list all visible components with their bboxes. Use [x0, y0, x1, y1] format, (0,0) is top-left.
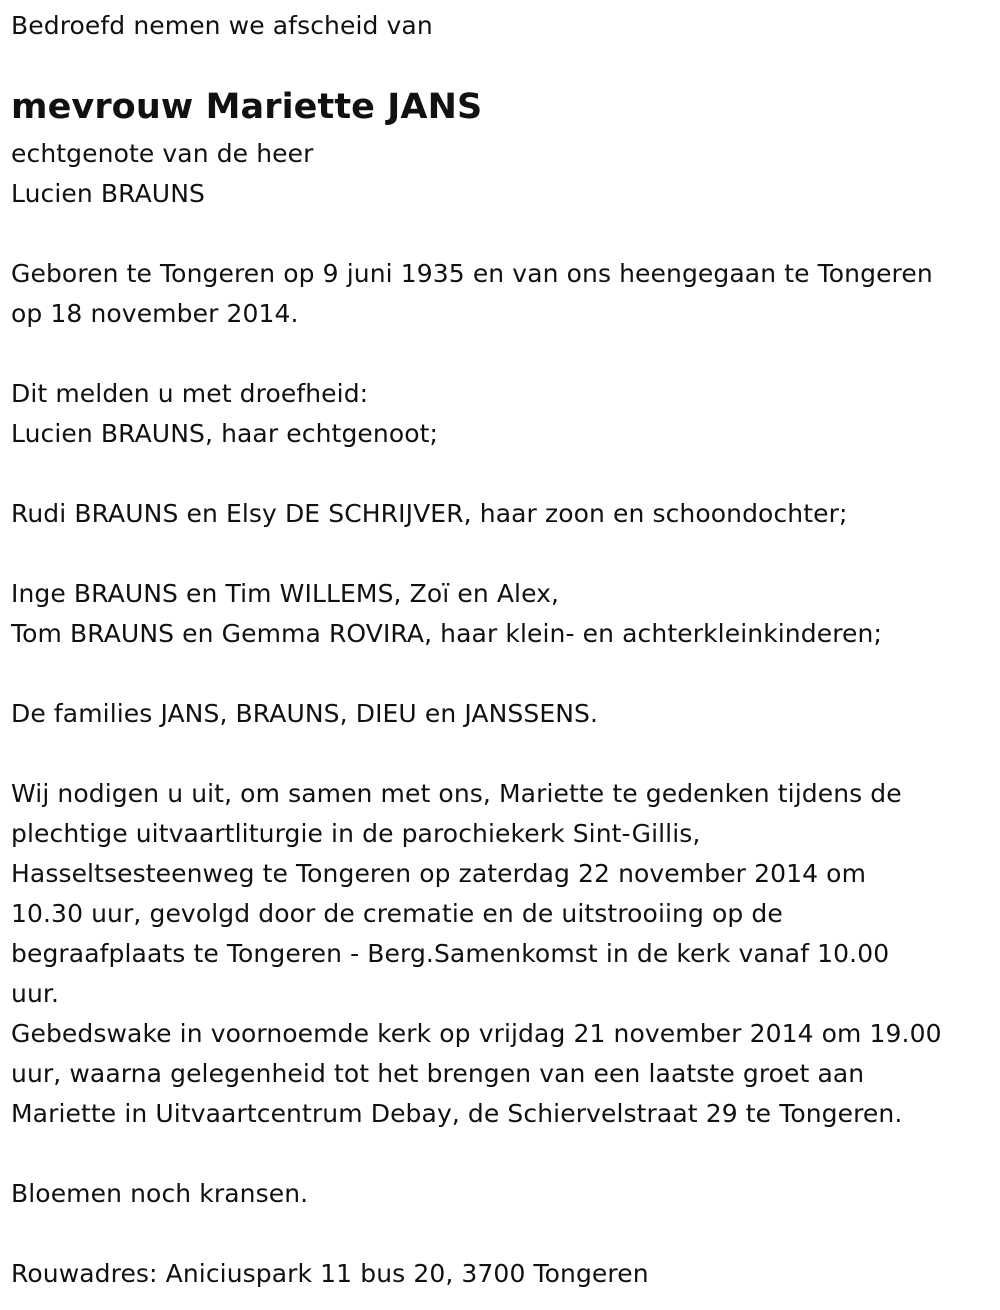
ceremony-line: uur.: [11, 979, 60, 1008]
ceremony-line: Wij nodigen u uit, om samen met ons, Mariette te gedenken tijdens de: [11, 779, 902, 808]
mourning-address: Rouwadres: Aniciuspark 11 bus 20, 3700 Tongeren: [11, 1259, 649, 1288]
family-grandchildren: Inge BRAUNS en Tim WILLEMS, Zoï en Alex,: [11, 579, 560, 608]
flowers-note: Bloemen noch kransen.: [11, 1179, 309, 1208]
ceremony-line: begraafplaats te Tongeren - Berg.Samenkomst in de kerk vanaf 10.00: [11, 939, 890, 968]
spouse-name: Lucien BRAUNS: [11, 179, 205, 208]
ceremony-line: 10.30 uur, gevolgd door de crematie en de uitstrooiing op de: [11, 899, 783, 928]
birth-death-line: op 18 november 2014.: [11, 299, 299, 328]
announcement-intro: Dit melden u met droefheid:: [11, 379, 369, 408]
spouse-line: echtgenote van de heer: [11, 139, 314, 168]
family-son: Rudi BRAUNS en Elsy DE SCHRIJVER, haar zoon en schoondochter;: [11, 499, 848, 528]
ceremony-line: Hasseltsesteenweg te Tongeren op zaterdag 22 november 2014 om: [11, 859, 867, 888]
family-husband: Lucien BRAUNS, haar echtgenoot;: [11, 419, 439, 448]
deceased-name: mevrouw Mariette JANS: [11, 87, 483, 127]
vigil-line: Mariette in Uitvaartcentrum Debay, de Schiervelstraat 29 te Tongeren.: [11, 1099, 903, 1128]
intro-text: Bedroefd nemen we afscheid van: [11, 11, 433, 40]
ceremony-line: plechtige uitvaartliturgie in de parochiekerk Sint-Gillis,: [11, 819, 701, 848]
vigil-line: uur, waarna gelegenheid tot het brengen van een laatste groet aan: [11, 1059, 865, 1088]
vigil-line: Gebedswake in voornoemde kerk op vrijdag 21 november 2014 om 19.00: [11, 1019, 942, 1048]
family-names: De families JANS, BRAUNS, DIEU en JANSSENS.: [11, 699, 599, 728]
birth-death-line: Geboren te Tongeren op 9 juni 1935 en van ons heengegaan te Tongeren: [11, 259, 933, 288]
family-grandchildren: Tom BRAUNS en Gemma ROVIRA, haar klein- en achterkleinkinderen;: [11, 619, 882, 648]
